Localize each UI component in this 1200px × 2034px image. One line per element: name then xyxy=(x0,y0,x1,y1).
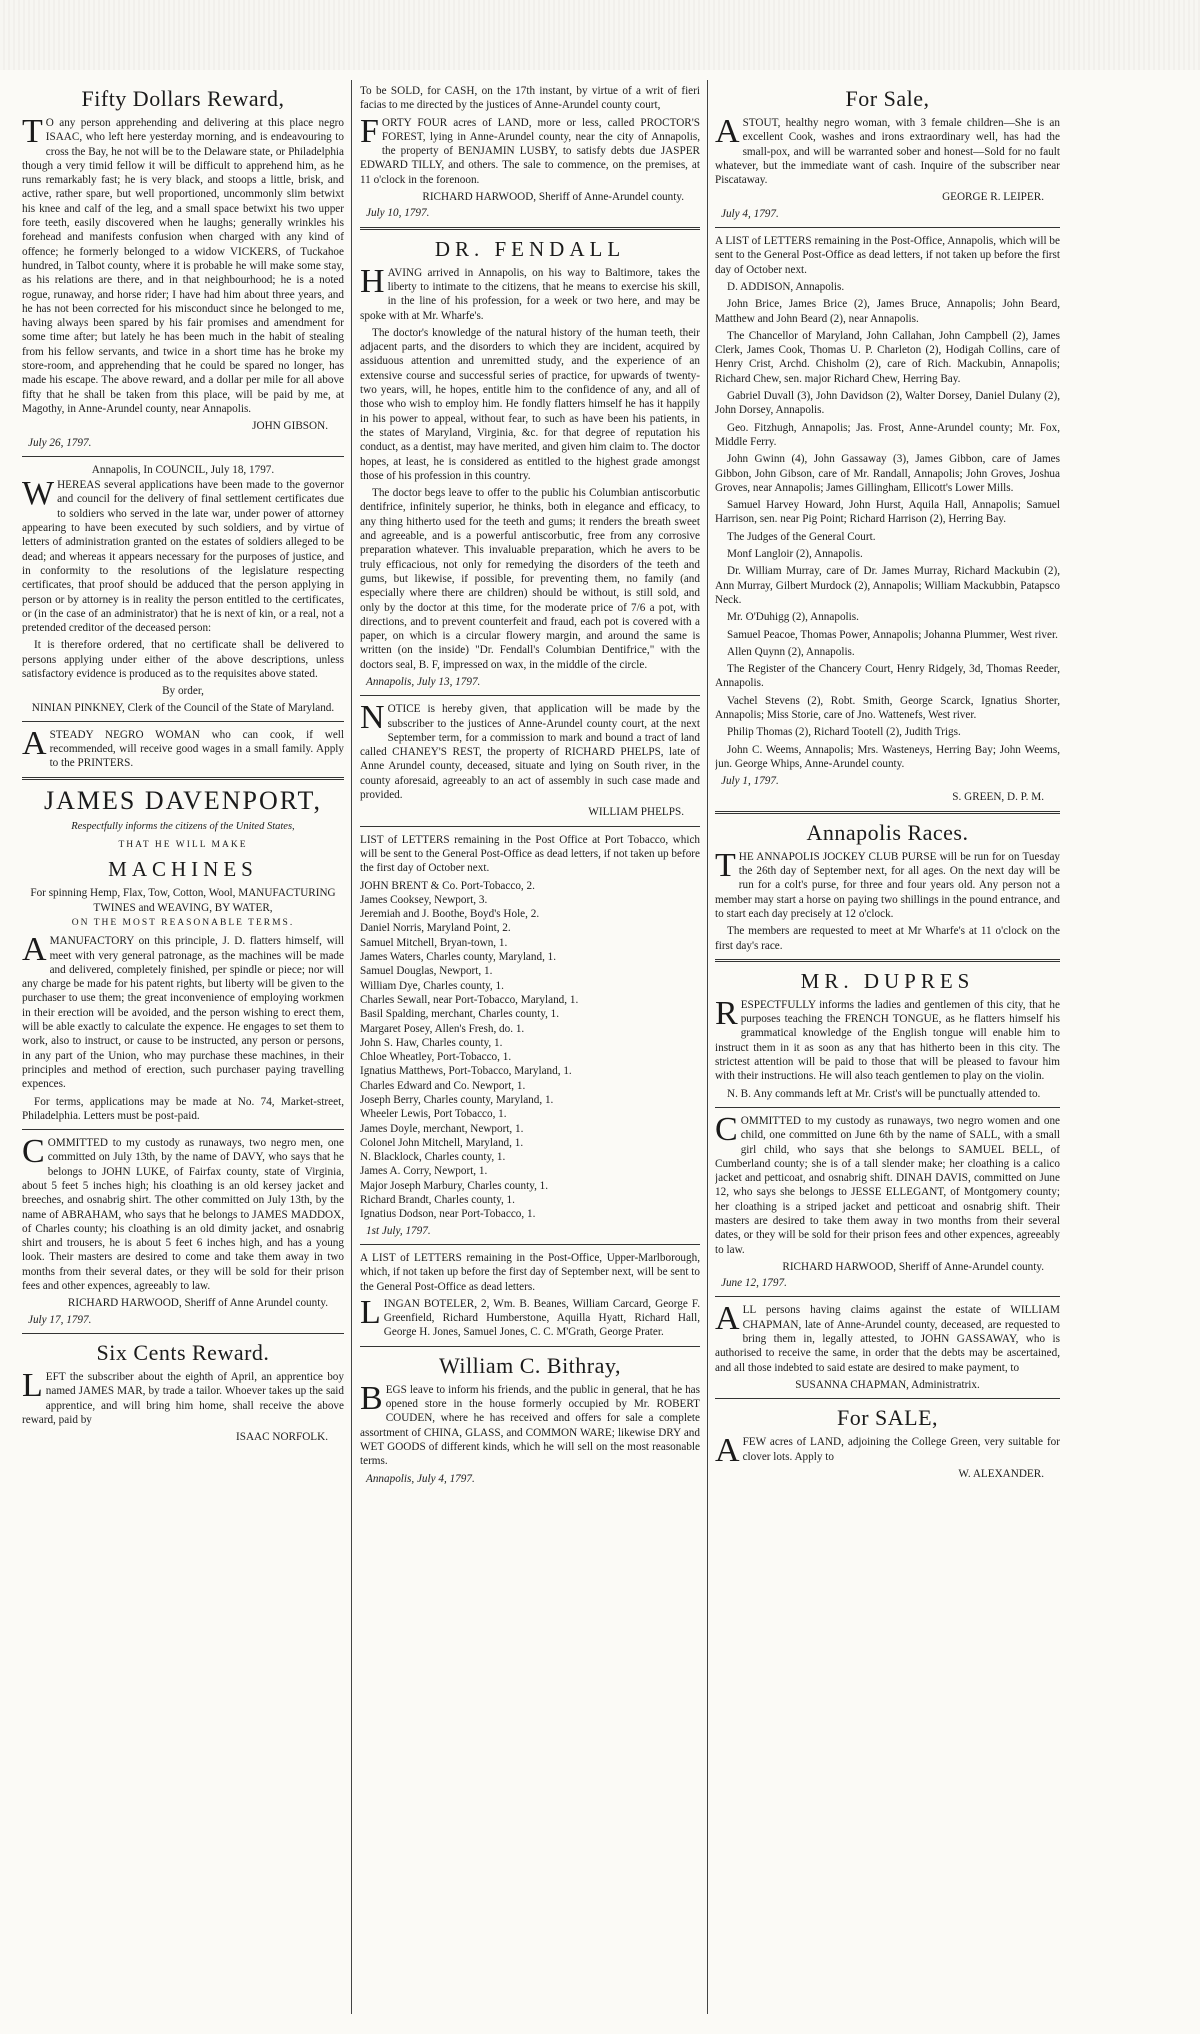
ad-body: NOTICE is hereby given, that application will be made by the subscriber to the justices of Anne-Arundel county court, at the next September term, for a commission to mark and bound a tract of land called CHANEY'S REST, the property of RICHARD PHELPS, late of Anne Arundel county, deceased, situate and lying on South river, in the county aforesaid, agreeably to an act of assembly in such case made and provided. xyxy=(360,699,700,802)
list-item: Gabriel Duvall (3), John Davidson (2), Walter Dorsey, Daniel Dulany (2), John Dorsey, Annapolis. xyxy=(715,390,1060,417)
divider xyxy=(22,777,344,780)
ad-signature: RICHARD HARWOOD, Sheriff of Anne-Arundel county. xyxy=(422,191,684,204)
list-item: Samuel Peacoe, Thomas Power, Annapolis; Johanna Plummer, West river. xyxy=(727,628,1058,641)
ad-dr-fendall xyxy=(360,236,700,690)
ad-heading: Six Cents Reward. xyxy=(96,1339,270,1365)
divider xyxy=(715,227,1060,228)
ad-heading: For SALE, xyxy=(836,1405,939,1431)
ad-subheading: THAT HE WILL MAKE xyxy=(118,840,248,851)
list-item: Monf Langloir (2), Annapolis. xyxy=(727,548,863,561)
ad-signature: JOHN GIBSON. xyxy=(252,420,328,433)
ad-for-sale xyxy=(715,86,1060,221)
ad-body: COMMITTED to my custody as runaways, two negro men, one committed on July 13th, by the name of DAVY, who says that he belongs to JOHN LUKE, of Fairfax county, state of Virginia, about 5 feet 5 inches high; his cloathing is an old kersey jacket and breeches, and osnabrig shirt. The other committed on July 13th, by the name of ABRAHAM, who says that he belongs to JAMES MADDOX, of Charles county; his cloathing is an old dimity jacket, and osnabrig shirt and trousers, he is about 5 feet 6 inches high, and has a young look. Their masters are desired to come and take them away in two months from their several dates, or they will be sold for their prison fees and other expences, agreeably to law. xyxy=(22,1133,344,1293)
ad-port-tobacco-letters xyxy=(360,833,700,1238)
ad-fifty-dollars-reward xyxy=(22,86,344,450)
list-item: James Doyle, merchant, Newport, 1. xyxy=(360,1122,524,1135)
list-item: John C. Weems, Annapolis; Mrs. Wasteneys, Herring Bay; John Weems, jun. George Whips, Anne-Arundel county. xyxy=(715,743,1060,770)
list-item: Daniel Norris, Maryland Point, 2. xyxy=(360,922,511,935)
ad-for-sale-land xyxy=(715,1405,1060,1481)
ad-body: LINGAN BOTELER, 2, Wm. B. Beanes, William Carcard, George F. Greenfield, Richard Humberstone, Aquilla Hyatt, Richard Hall, George H. Jones, Samuel Jones, C. C. M'Grath, George Prater. xyxy=(360,1293,700,1339)
ad-body: ALL persons having claims against the estate of WILLIAM CHAPMAN, late of Anne-Arundel county, deceased, are requested to bring them in, legally attested, to JOHN GASSAWAY, who is authorised to receive the same, in order that the debts may be ascertained, and all those indebted to said estate are desired to make payment, to xyxy=(715,1300,1060,1374)
ad-signature: NINIAN PINKNEY, Clerk of the Council of the State of Maryland. xyxy=(31,701,335,714)
ad-upper-marlborough-letters xyxy=(360,1251,700,1340)
ad-date: June 12, 1797. xyxy=(721,1277,787,1290)
ad-date: July 4, 1797. xyxy=(721,207,779,220)
ad-body: N. B. Any commands left at Mr. Crist's will be punctually attended to. xyxy=(727,1087,1041,1100)
list-item: Samuel Harvey Howard, John Hurst, Aquila Hall, Annapolis; Samuel Harrison, sen. near Pig Point; Richard Harrison (2), Herring Bay. xyxy=(715,499,1060,526)
ad-signature: GEORGE R. LEIPER. xyxy=(942,191,1044,204)
column-2 xyxy=(360,84,700,2014)
ad-signature: ISAAC NORFOLK. xyxy=(236,1431,328,1444)
list-item: The Judges of the General Court. xyxy=(727,530,876,543)
ad-signature: RICHARD HARWOOD, Sheriff of Anne Arundel county. xyxy=(67,1297,328,1310)
list-item: Geo. Fitzhugh, Annapolis; Jas. Frost, Anne-Arundel county; Mr. Fox, Middle Ferry. xyxy=(715,421,1060,448)
list-item: N. Blacklock, Charles county, 1. xyxy=(360,1151,506,1164)
ad-date: July 17, 1797. xyxy=(28,1313,92,1326)
list-item: Chloe Wheatley, Port-Tobacco, 1. xyxy=(360,1051,512,1064)
letters-list xyxy=(360,879,700,1222)
ad-body: ASTOUT, healthy negro woman, with 3 female children—She is an excellent Cook, washes and irons extraordinary well, has had the small-pox, and will be warranted sober and honest—Sold for no fault whatever, but the immediate want of cash. Inquire of the subscriber near Piscataway. xyxy=(715,113,1060,187)
ad-heading: Annapolis Races. xyxy=(806,819,969,845)
ad-body: THE ANNAPOLIS JOCKEY CLUB PURSE will be run for on Tuesday the 26th day of September next, for all ages. On the next day will be run for a colt's purse, for three and four years old. Any person not a member may start a horse on paying two shillings in the pound entrance, and to start each day precisely at 12 o'clock. xyxy=(715,846,1060,920)
list-item: Philip Thomas (2), Richard Tootell (2), Judith Trigs. xyxy=(727,726,961,739)
ad-byorder: By order, xyxy=(162,685,204,698)
ad-date: July 10, 1797. xyxy=(366,207,430,220)
ad-six-cents-reward xyxy=(22,1340,344,1444)
ad-body: The doctor's knowledge of the natural history of the human teeth, their adjacent parts, and the disorders to which they are incident, acquired by assiduous attention and unremitted study, and the experience of an extensive course and successful series of practice, for upwards of twenty-two years, will, he hopes, entitle him to the confidence of any, and all of those who wish to employ him. He fondly flatters himself he has it happily in his power to appeal, without fear, to such as have been his patients, in the states of Maryland, Virginia, &c. for that degree of reputation his conduct, as a dentist, may have merited, and given him claim to. The doctor hopes, at least, he is considered as entitled to the highest grade amongst those of his profession in this country. xyxy=(360,326,700,482)
ad-subheading: Respectfully informs the citizens of the United States, xyxy=(71,820,295,832)
ad-body: RESPECTFULLY informs the ladies and gentlemen of this city, that he purposes teaching the FRENCH TONGUE, as he flatters himself his grammatical knowledge of the English tongue will enable him to instruct them in it as soon as any that has hitherto been in this city. The strictest attention will be paid to those that will be pleased to favour him with their instructions. He will also teach gentlemen to play on the violin. xyxy=(715,994,1060,1083)
ad-heading: William C. Bithray, xyxy=(439,1352,621,1378)
list-item: John S. Haw, Charles county, 1. xyxy=(360,1036,503,1049)
list-item: Richard Brandt, Charles county, 1. xyxy=(360,1194,515,1207)
list-item: James A. Corry, Newport, 1. xyxy=(360,1165,488,1178)
list-item: Wheeler Lewis, Port Tobacco, 1. xyxy=(360,1108,507,1121)
ad-james-davenport xyxy=(22,786,344,1123)
ad-annapolis-races xyxy=(715,820,1060,953)
ad-body: The doctor begs leave to offer to the public his Columbian antiscorbutic dentifrice, infinitely superior, he thinks, both in elegance and efficacy, to any thing hitherto used for the teeth and gums; it renders the breath sweet and agreeable, and is a powerful antiscorbutic, free from any corrosive preparation whatever. This invaluable preparation, which he avers to be truly efficacious, not only for remedying the disorders of the teeth and gums, but likewise, if possible, for preventing them, no family (and especially where there are children) should be without, is still sold, and only by the doctor at this time, for the moderate price of 7/6 a pot, with directions, and to prevent counterfeit and fraud, each pot is covered with a paper, on which is a circular flowery margin, and around the same is written (on the inside) "Dr. Fendall's Columbian Dentifrice," with the doctors seal, B. F, impressed on wax, in the middle of the circle. xyxy=(360,487,700,671)
ad-committed-runaways xyxy=(22,1133,344,1327)
ad-body: AFEW acres of LAND, adjoining the College Green, very suitable for clover lots. Apply to xyxy=(715,1432,1060,1470)
ad-date: Annapolis, July 13, 1797. xyxy=(366,675,481,688)
list-item: Jeremiah and J. Boothe, Boyd's Hole, 2. xyxy=(360,908,540,921)
list-item: Samuel Mitchell, Bryan-town, 1. xyxy=(360,936,508,949)
ad-intro: To be SOLD, for CASH, on the 17th instant, by virtue of a writ of fieri facias to me directed by the justices of Anne-Arundel county court, xyxy=(360,85,700,112)
list-item: Major Joseph Marbury, Charles county, 1. xyxy=(360,1179,549,1192)
ad-to-be-sold xyxy=(360,84,700,221)
ad-body: The members are requested to meet at Mr Wharfe's at 11 o'clock on the first day's race. xyxy=(715,925,1060,952)
ad-signature: SUSANNA CHAPMAN, Administratrix. xyxy=(795,1378,980,1391)
ad-date: Annapolis, July 4, 1797. xyxy=(366,1472,475,1485)
divider xyxy=(715,1398,1060,1399)
divider xyxy=(22,1333,344,1334)
ad-committed-women xyxy=(715,1110,1060,1291)
ad-signature: RICHARD HARWOOD, Sheriff of Anne-Arundel county. xyxy=(782,1260,1044,1273)
column-rule xyxy=(351,80,352,2014)
column-3 xyxy=(715,84,1060,2014)
list-item: Vachel Stevens (2), Robt. Smith, George Scarck, Ignatius Shorter, Annapolis; Miss Storie, care of Jno. Wattenefs, West river. xyxy=(715,694,1060,721)
list-item: D. ADDISON, Annapolis. xyxy=(727,280,845,293)
list-item: The Register of the Chancery Court, Henry Ridgely, 3d, Thomas Reeder, Annapolis. xyxy=(715,663,1060,690)
list-item: John Gwinn (4), John Gassaway (3), James Gibbon, care of James Gibbon, John Gibson, care of Mr. Randall, Annapolis; John Groves, Joshua Groves, near Annapolis; James Gillingham, Ellicott's Lower Mills. xyxy=(715,453,1060,494)
ad-intro: A LIST of LETTERS remaining in the Post-Office, Annapolis, which will be sent to the General Post-Office as dead letters, if not taken up before the first day of October next. xyxy=(715,235,1060,276)
ad-body: ASTEADY NEGRO WOMAN who can cook, if well recommended, will receive good wages in a small family. Apply to the PRINTERS. xyxy=(22,724,344,770)
divider xyxy=(715,959,1060,962)
ad-phelps-notice xyxy=(360,699,700,819)
ad-body: LEFT the subscriber about the eighth of April, an apprentice boy named JAMES MAR, by trade a tailor. Whoever takes up the said apprentice, and will bring him home, shall receive the above reward, paid by xyxy=(22,1366,344,1426)
ad-steady-negro-woman xyxy=(22,724,344,771)
list-item: Samuel Douglas, Newport, 1. xyxy=(360,965,493,978)
list-item: Colonel John Mitchell, Maryland, 1. xyxy=(360,1136,524,1149)
ad-chapman-estate xyxy=(715,1300,1060,1392)
ad-signature: W. ALEXANDER. xyxy=(958,1467,1044,1480)
ad-date: July 1, 1797. xyxy=(721,775,779,788)
ad-date: 1st July, 1797. xyxy=(366,1224,431,1237)
divider xyxy=(360,227,700,230)
ad-signature: S. GREEN, D. P. M. xyxy=(952,791,1044,804)
list-item: Mr. O'Duhigg (2), Annapolis. xyxy=(727,611,859,624)
ad-heading: DR. FENDALL xyxy=(434,236,626,261)
ad-body: COMMITTED to my custody as runaways, two negro women and one child, one committed on June 6th by the name of SALL, with a small girl child, who says that she belongs to SAMUEL BELL, of Cumberland county; she is of a tall slender make; her cloathing is a calico jacket and petticoat, and osnabrig shift. DINAH DAVIS, committed on June 12, who says she belongs to JESSE ELLEGANT, of Montgomery county; her cloathing is a striped jacket and petticoat and osnabrig shift. Their masters are desired to take them away in two months from their several dates, or they will be sold for their prison fees and other expences, agreeably to law. xyxy=(715,1110,1060,1256)
list-item: Margaret Posey, Allen's Fresh, do. 1. xyxy=(360,1022,525,1035)
ad-body: It is therefore ordered, that no certificate shall be delivered to persons applying under either of the above descriptions, unless satisfactory evidence is produced as to the requisites above stated. xyxy=(22,639,344,680)
ad-dateline: Annapolis, In COUNCIL, July 18, 1797. xyxy=(91,463,275,476)
list-item: Ignatius Matthews, Port-Tobacco, Maryland, 1. xyxy=(360,1065,572,1078)
ad-body: FORTY FOUR acres of LAND, more or less, called PROCTOR'S FOREST, lying in Anne-Arundel county, near the city of Annapolis, the property of BENJAMIN LUSBY, to satisfy debts due JASPER EDWARD TILLY, and others. The sale to commence, on the premises, at 11 o'clock in the forenoon. xyxy=(360,112,700,186)
divider xyxy=(715,1107,1060,1108)
divider xyxy=(715,1296,1060,1297)
list-item: James Cooksey, Newport, 3. xyxy=(360,893,488,906)
column-rule xyxy=(707,80,708,2014)
list-item: Dr. William Murray, care of Dr. James Murray, Richard Mackubin (2), Ann Murray, Gilbert Murdock (2), Annapolis; William Mackubbin, Patapsco Neck. xyxy=(715,565,1060,606)
divider xyxy=(360,1244,700,1245)
divider xyxy=(360,1346,700,1347)
ad-intro: A LIST of LETTERS remaining in the Post-Office, Upper-Marlborough, which, if not taken up before the first day of September next, will be sent to the General Post-Office as dead letters. xyxy=(360,1251,700,1293)
divider xyxy=(360,695,700,696)
ad-body: TO any person apprehending and delivering at this place negro ISAAC, who left here yesterday morning, and is endeavouring to cross the Bay, he not will be to the Delaware state, or Philadelphia though a very timid fellow it will be difficult to apprehend him, as he runs remarkably fast; he is very black, and stoops a little, brisk, and active, rather spare, but well proportioned, uncommonly slim betwixt his knee and calf of the leg, and a small space betwixt his two upper fore teeth, easily discovered when he laughs; generally wrinkles his forehead and manifests confusion when charged with any kind of offence; he formerly belonged to a widow VICKERS, of Tuckahoe hundred, in Talbot county, where it is probable he will make some stay, as his relations are there, and in that neighbourhood; he is a noted rogue, runaway, and horse rider; I have had him about three years, and he has not been corrected for his misconduct since he belonged to me, having always been spared by his fair promises and amendment for some time after; but lately he has been much in the habit of stealing from his fellow servants, and twice in a short time has he broke my store-room, and apprehending that he could be spared no longer, has made his escape. The above reward, and a dollar per mile for all above fifty that he shall be taken from this place, will be paid by me, at Magothy, in Anne-Arundel county, near Annapolis. xyxy=(22,113,344,415)
ad-heading-machines: MACHINES xyxy=(108,857,258,882)
ad-bithray xyxy=(360,1353,700,1486)
ad-subheading: For spinning Hemp, Flax, Tow, Cotton, Wool, MANUFACTURING TWINES and WEAVING, BY WATER, xyxy=(30,887,336,914)
list-item: James Waters, Charles county, Maryland, 1. xyxy=(360,951,557,964)
list-item: Basil Spalding, merchant, Charles county, 1. xyxy=(360,1008,560,1021)
ad-heading: MR. DUPRES xyxy=(800,968,975,993)
list-item: William Dye, Charles county, 1. xyxy=(360,979,504,992)
ad-body: AMANUFACTORY on this principle, J. D. flatters himself, will meet with very general patronage, as the machines will be made and delivered, completely finished, per spindle or piece; nor will any charge be made for his patent rights, but liberty will be given to the purchaser to use them; the great inconvenience of employing workmen in their erection will be avoided, and the person wishing to erect them, will be able exactly to calculate the expence. He engages to set them to work, also to instruct, or cause to be instructed, any person or persons, in any part of the Union, who may purchase these machines, in their principles and method of erection, such purchaser paying travelling expences. xyxy=(22,931,344,1091)
ad-heading: For Sale, xyxy=(845,86,930,111)
list-item: Charles Sewall, near Port-Tobacco, Maryland, 1. xyxy=(360,993,579,1006)
column-1 xyxy=(22,84,344,2014)
divider xyxy=(715,811,1060,814)
list-item: Joseph Berry, Charles county, Maryland, 1. xyxy=(360,1094,554,1106)
ad-subheading: ON THE MOST REASONABLE TERMS. xyxy=(71,917,295,928)
ad-heading: Fifty Dollars Reward, xyxy=(81,86,285,111)
list-item: Charles Edward and Co. Newport, 1. xyxy=(360,1079,526,1092)
divider xyxy=(22,456,344,457)
page-top-margin xyxy=(0,0,1200,70)
ad-annapolis-letters xyxy=(715,234,1060,805)
ad-body: HAVING arrived in Annapolis, on his way to Baltimore, takes the liberty to intimate to the citizens, that he means to exercise his skill, in the line of his profession, for a week or two here, and may be spoke with at Mr. Wharfe's. xyxy=(360,262,700,322)
ad-heading: JAMES DAVENPORT, xyxy=(44,785,322,815)
ad-intro: LIST of LETTERS remaining in the Post Office at Port Tobacco, which will be sent to the General Post-Office as dead letters, if not taken up before the first day of October next. xyxy=(360,833,700,875)
ad-body: BEGS leave to inform his friends, and the public in general, that he has opened store in the house formerly occupied by Mr. ROBERT COUDEN, where he has received and offers for sale a complete assortment of CHINA, GLASS, and COMMON WARE; likewise DRY and WET GOODS of different kinds, which he will sell on the most reasonable terms. xyxy=(360,1379,700,1468)
ad-signature: WILLIAM PHELPS. xyxy=(588,806,684,819)
ad-date: July 26, 1797. xyxy=(28,436,92,449)
ad-body: WHEREAS several applications have been made to the governor and council for the delivery of final settlement certificates due to soldiers who served in the late war, under power of attorney appearing to have been executed by such soldiers, and by virtue of letters of administration granted on the estates of soldiers alleged to be dead; and whereas it appears necessary for the purposes of justice, and in conformity to the resolutions of the legislature respecting certificates, that proof should be adduced that the person applying in person or by attorney is in reality the person entitled to the certificates, or (in the case of an administrator) that he is next of kin, or a real, not a pretended creditor of the deceased person: xyxy=(22,475,344,635)
list-item: Ignatius Dodson, near Port-Tobacco, 1. xyxy=(360,1208,536,1221)
ad-body: For terms, applications may be made at No. 74, Market-street, Philadelphia. Letters must be post-paid. xyxy=(22,1095,344,1122)
list-item: The Chancellor of Maryland, John Callahan, John Campbell (2), James Clerk, James Cook, Thomas U. P. Charleton (2), Hodigah Collins, care of Henry Crist, Archd. Chisholm (2), care of Rich. Mackubin, Annapolis; Richard Chew, sen. major Richard Chew, Herring Bay. xyxy=(715,329,1060,385)
divider xyxy=(360,826,700,827)
list-item: JOHN BRENT & Co. Port-Tobacco, 2. xyxy=(360,879,535,892)
divider xyxy=(22,721,344,722)
divider xyxy=(22,1129,344,1130)
ad-council-notice xyxy=(22,463,344,715)
list-item: Allen Quynn (2), Annapolis. xyxy=(727,645,855,658)
list-item: John Brice, James Brice (2), James Bruce, Annapolis; John Beard, Matthew and John Beard (2), near Annapolis. xyxy=(715,298,1060,325)
ad-mr-dupres xyxy=(715,968,1060,1101)
